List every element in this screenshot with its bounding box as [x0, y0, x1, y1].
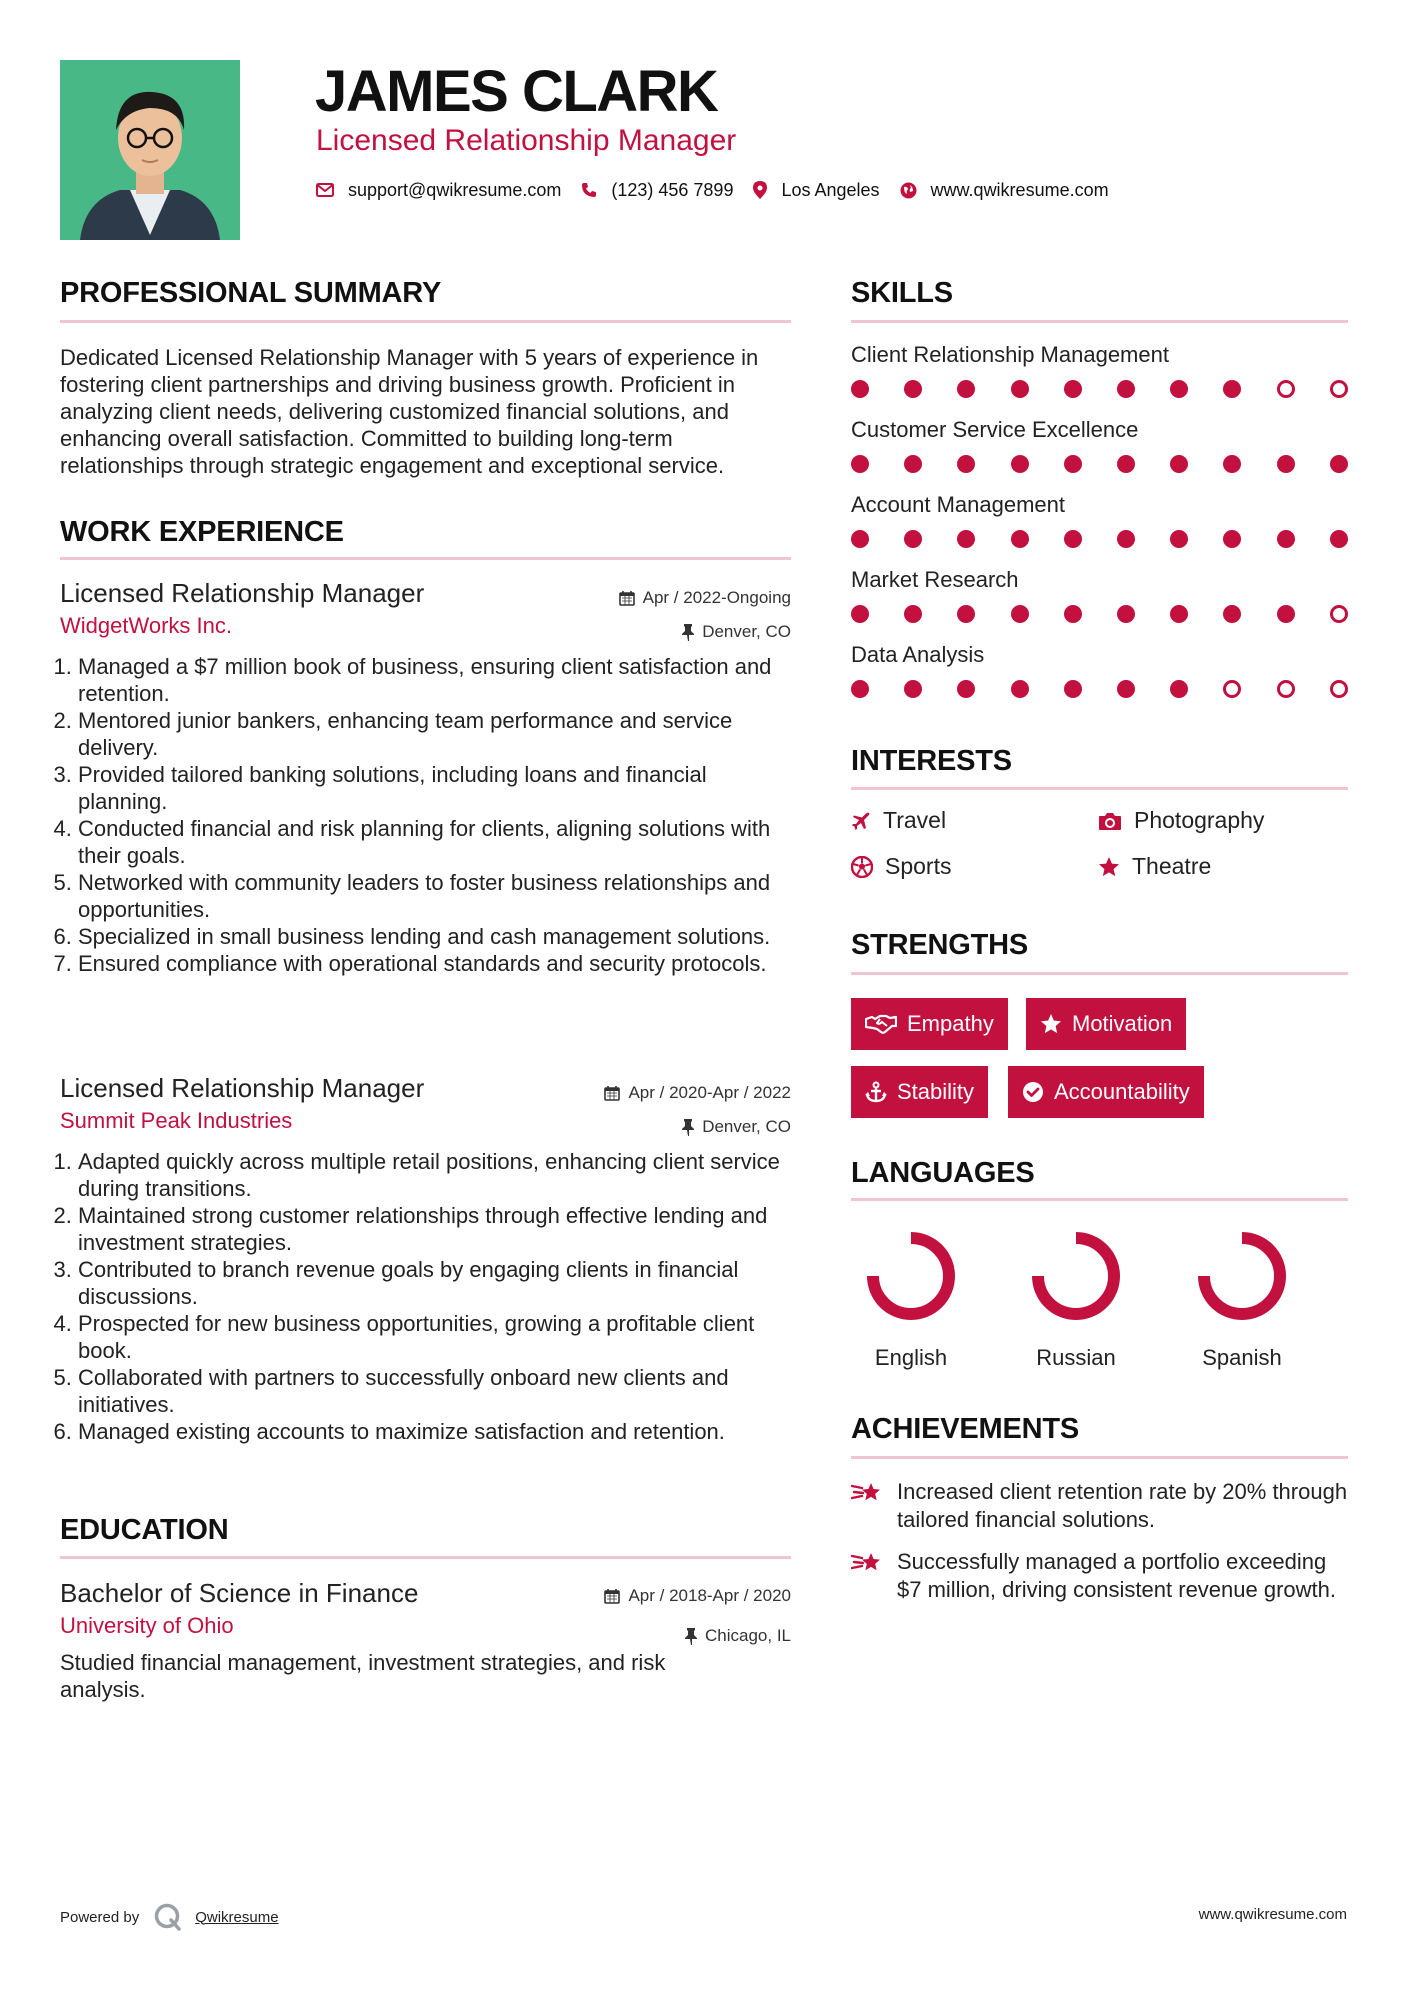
calendar-icon	[619, 590, 635, 606]
achievements-divider	[851, 1456, 1348, 1459]
education-location-text: Chicago, IL	[705, 1626, 791, 1645]
job-dates-text: Apr / 2020-Apr / 2022	[628, 1083, 791, 1102]
rating-dot-filled	[1011, 455, 1029, 473]
strength-stability	[851, 1066, 988, 1118]
footer-website[interactable]: www.qwikresume.com	[1198, 1906, 1347, 1923]
language-label: English	[874, 1345, 948, 1370]
email-text: support@qwikresume.com	[348, 179, 562, 200]
summary-text: Dedicated Licensed Relationship Manager with 5 years of experience in fostering client partnerships and driving business growth. Proficient in analyzing client needs, delivering customized financial solutions, and enhancing overall satisfaction. Committed to building long-term relationships through strategic engagement and exceptional service.	[60, 345, 759, 478]
language-russian	[1021, 1226, 1131, 1371]
rating-dot-empty	[1277, 680, 1295, 698]
pushpin-icon	[682, 1119, 694, 1136]
achievement-text: Successfully managed a portfolio exceeding $7 million, driving consistent revenue growth.	[897, 1549, 1337, 1602]
job-bullet: 4. Conducted financial and risk planning for clients, aligning solutions with their goals.	[78, 815, 791, 869]
website-text: www.qwikresume.com	[930, 179, 1109, 200]
skill-row	[851, 567, 1348, 593]
check-circle-icon	[1022, 1081, 1044, 1103]
skill-row	[851, 417, 1348, 443]
strength-motivation	[1026, 998, 1186, 1050]
rating-dot-filled	[1011, 605, 1029, 623]
rating-dot-filled	[1170, 455, 1188, 473]
star-icon	[1098, 856, 1120, 878]
interest-label: Travel	[883, 807, 947, 833]
brand-link[interactable]: Qwikresume	[195, 1908, 279, 1926]
language-label: Spanish	[1202, 1345, 1282, 1370]
rating-dot-filled	[957, 380, 975, 398]
languages-heading: LANGUAGES	[851, 1157, 1035, 1189]
job-entry	[60, 578, 791, 977]
skill-name: Account Management	[851, 492, 1066, 517]
job-location	[682, 1117, 791, 1137]
contact-bar	[316, 178, 1129, 202]
shooting-star-icon	[851, 1550, 885, 1576]
rating-dot-filled	[1330, 455, 1348, 473]
job-bullet: 5. Networked with community leaders to foster business relationships and opportunities.	[78, 869, 791, 923]
interest-sports	[851, 853, 951, 880]
rating-dot-filled	[1117, 530, 1135, 548]
rating-dot-empty	[1277, 380, 1295, 398]
rating-dot-filled	[1117, 455, 1135, 473]
rating-dot-filled	[957, 680, 975, 698]
interest-photography	[1098, 807, 1264, 834]
rating-dot-filled	[1011, 680, 1029, 698]
language-gauge	[1026, 1226, 1126, 1326]
rating-dot-filled	[1170, 530, 1188, 548]
strengths-heading: STRENGTHS	[851, 929, 1029, 961]
interest-label: Sports	[885, 853, 952, 879]
strengths-divider	[851, 972, 1348, 975]
language-label: Russian	[1036, 1345, 1116, 1370]
job-bullet: 5. Collaborated with partners to successfully onboard new clients and initiatives.	[78, 1364, 791, 1418]
skill-row	[851, 642, 1348, 668]
job-bullet: 2. Mentored junior bankers, enhancing team performance and service delivery.	[78, 707, 791, 761]
languages-divider	[851, 1198, 1348, 1201]
rating-dot-filled	[1064, 680, 1082, 698]
rating-dot-filled	[1117, 605, 1135, 623]
rating-dot-empty	[1330, 380, 1348, 398]
achievement-text: Increased client retention rate by 20% through tailored financial solutions.	[897, 1479, 1348, 1532]
job-bullets	[60, 1148, 791, 1445]
job-title: Licensed Relationship Manager	[60, 578, 425, 608]
skill-name: Customer Service Excellence	[851, 417, 1139, 442]
anchor-icon	[865, 1081, 887, 1103]
rating-dot-filled	[851, 680, 869, 698]
language-gauge	[861, 1226, 961, 1326]
job-location-text: Denver, CO	[702, 1117, 791, 1136]
rating-dot-filled	[1011, 380, 1029, 398]
job-company: WidgetWorks Inc.	[60, 613, 232, 638]
job-location-text: Denver, CO	[702, 622, 791, 641]
calendar-icon	[604, 1588, 620, 1604]
contact-phone[interactable]	[581, 180, 733, 201]
achievements-heading: ACHIEVEMENTS	[851, 1413, 1080, 1445]
job-bullet: 6. Managed existing accounts to maximize satisfaction and retention.	[78, 1418, 791, 1445]
strength-empathy	[851, 998, 1008, 1050]
skill-rating	[851, 605, 1348, 625]
soccer-ball-icon	[851, 856, 873, 878]
rating-dot-filled	[1117, 680, 1135, 698]
job-bullet: 1. Adapted quickly across multiple retail positions, enhancing client service during transitions.	[78, 1148, 791, 1202]
job-bullet: 7. Ensured compliance with operational standards and security protocols.	[78, 950, 791, 977]
skill-rating	[851, 680, 1348, 700]
strength-accountability	[1008, 1066, 1204, 1118]
rating-dot-filled	[1064, 530, 1082, 548]
interest-label: Theatre	[1132, 853, 1212, 879]
job-dates	[619, 588, 791, 608]
language-gauge	[1192, 1226, 1292, 1326]
job-bullets	[60, 653, 791, 977]
contact-email[interactable]	[316, 180, 561, 201]
pushpin-icon	[682, 624, 694, 641]
rating-dot-filled	[1277, 530, 1295, 548]
rating-dot-filled	[1223, 530, 1241, 548]
strength-label: Empathy	[907, 1011, 994, 1036]
rating-dot-empty	[1330, 680, 1348, 698]
rating-dot-filled	[1170, 680, 1188, 698]
rating-dot-filled	[1064, 455, 1082, 473]
summary-heading: PROFESSIONAL SUMMARY	[60, 277, 442, 309]
interests-divider	[851, 787, 1348, 790]
job-bullet: 2. Maintained strong customer relationships through effective lending and investment strategies.	[78, 1202, 791, 1256]
rating-dot-filled	[851, 455, 869, 473]
rating-dot-filled	[904, 605, 922, 623]
rating-dot-filled	[851, 605, 869, 623]
experience-heading: WORK EXPERIENCE	[60, 516, 344, 548]
rating-dot-filled	[904, 380, 922, 398]
rating-dot-filled	[1170, 605, 1188, 623]
education-description: Studied financial management, investment strategies, and risk analysis.	[60, 1650, 666, 1702]
school: University of Ohio	[60, 1613, 234, 1638]
summary-divider	[60, 320, 791, 323]
education-heading: EDUCATION	[60, 1514, 229, 1546]
calendar-icon	[604, 1085, 620, 1101]
skill-rating	[851, 530, 1348, 550]
interest-travel	[851, 807, 946, 834]
pushpin-icon	[685, 1628, 697, 1645]
candidate-name: JAMES CLARK	[315, 59, 718, 124]
globe-icon	[900, 182, 917, 199]
education-location	[685, 1626, 791, 1646]
rating-dot-empty	[1223, 680, 1241, 698]
rating-dot-filled	[1170, 380, 1188, 398]
rating-dot-filled	[851, 530, 869, 548]
skill-name: Client Relationship Management	[851, 342, 1169, 367]
rating-dot-filled	[957, 530, 975, 548]
interests-heading: INTERESTS	[851, 745, 1012, 777]
job-bullet: 6. Specialized in small business lending and cash management solutions.	[78, 923, 791, 950]
phone-icon	[581, 182, 597, 198]
contact-website[interactable]	[900, 180, 1109, 201]
phone-text: (123) 456 7899	[611, 179, 734, 200]
experience-divider	[60, 557, 791, 560]
candidate-role: Licensed Relationship Manager	[316, 124, 737, 157]
rating-dot-filled	[1277, 605, 1295, 623]
rating-dot-filled	[1223, 380, 1241, 398]
envelope-icon	[316, 183, 334, 197]
rating-dot-filled	[1223, 455, 1241, 473]
rating-dot-filled	[851, 380, 869, 398]
language-english	[856, 1226, 966, 1371]
avatar	[60, 60, 240, 240]
skill-rating	[851, 455, 1348, 475]
job-bullet: 1. Managed a $7 million book of business, ensuring client satisfaction and retention.	[78, 653, 791, 707]
strength-label: Accountability	[1054, 1079, 1190, 1104]
shooting-star-icon	[851, 1480, 885, 1506]
education-divider	[60, 1556, 791, 1559]
achievement-item	[851, 1478, 1348, 1534]
strength-label: Stability	[897, 1079, 975, 1104]
job-dates-text: Apr / 2022-Ongoing	[642, 588, 791, 607]
education-dates-text: Apr / 2018-Apr / 2020	[628, 1586, 791, 1605]
skills-divider	[851, 320, 1348, 323]
powered-by-text: Powered by	[60, 1908, 140, 1926]
education-entry	[60, 1578, 791, 1703]
skill-row	[851, 492, 1348, 518]
education-dates	[604, 1586, 791, 1606]
rating-dot-filled	[1011, 530, 1029, 548]
job-company: Summit Peak Industries	[60, 1108, 293, 1133]
achievement-item	[851, 1548, 1348, 1604]
plane-icon	[851, 811, 871, 831]
footer-powered-by	[60, 1902, 279, 1932]
job-title: Licensed Relationship Manager	[60, 1073, 425, 1103]
rating-dot-filled	[1223, 605, 1241, 623]
rating-dot-empty	[1330, 605, 1348, 623]
contact-location	[753, 180, 879, 201]
degree: Bachelor of Science in Finance	[60, 1578, 419, 1608]
rating-dot-filled	[1277, 455, 1295, 473]
qwikresume-logo-icon	[153, 1902, 183, 1932]
rating-dot-filled	[957, 605, 975, 623]
rating-dot-filled	[1064, 605, 1082, 623]
skill-rating	[851, 380, 1348, 400]
handshake-icon	[865, 1014, 897, 1034]
interest-theatre	[1098, 853, 1211, 880]
map-pin-icon	[753, 181, 767, 199]
star-icon	[1040, 1013, 1062, 1035]
skill-name: Market Research	[851, 567, 1019, 592]
job-location	[682, 622, 791, 642]
skill-name: Data Analysis	[851, 642, 985, 667]
rating-dot-filled	[904, 680, 922, 698]
skills-heading: SKILLS	[851, 277, 953, 309]
job-bullet: 3. Contributed to branch revenue goals by engaging clients in financial discussions.	[78, 1256, 791, 1310]
rating-dot-filled	[1330, 530, 1348, 548]
rating-dot-filled	[1064, 380, 1082, 398]
rating-dot-filled	[904, 455, 922, 473]
skill-row	[851, 342, 1348, 368]
rating-dot-filled	[904, 530, 922, 548]
strength-label: Motivation	[1072, 1011, 1173, 1036]
location-text: Los Angeles	[781, 179, 880, 200]
camera-icon	[1098, 811, 1122, 831]
interest-label: Photography	[1134, 807, 1265, 833]
rating-dot-filled	[1117, 380, 1135, 398]
job-bullet: 3. Provided tailored banking solutions, including loans and financial planning.	[78, 761, 791, 815]
job-dates	[604, 1083, 791, 1103]
language-spanish	[1187, 1226, 1297, 1371]
rating-dot-filled	[957, 455, 975, 473]
job-entry	[60, 1073, 791, 1445]
job-bullet: 4. Prospected for new business opportunities, growing a profitable client book.	[78, 1310, 791, 1364]
